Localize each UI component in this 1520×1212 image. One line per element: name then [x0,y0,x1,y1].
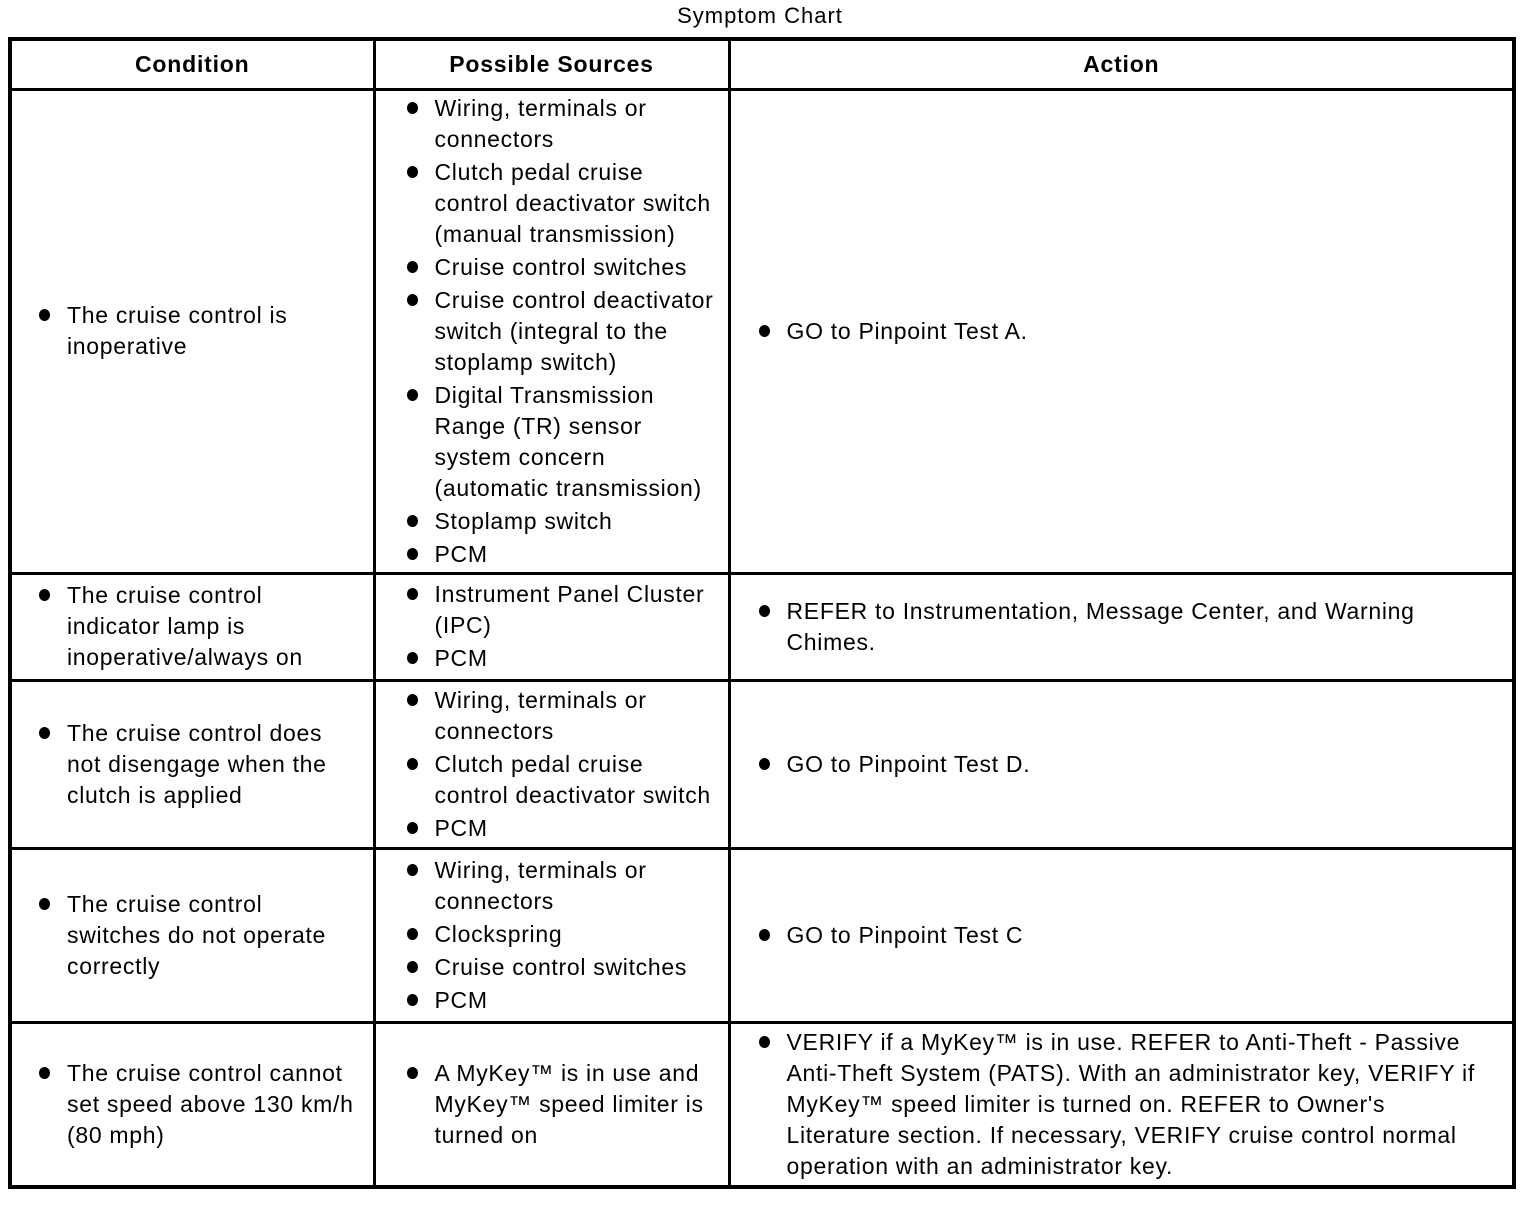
condition-cell [10,1022,374,1187]
list-item [759,596,1513,658]
bullet-icon [407,822,418,834]
bullet-icon [407,694,418,706]
list-item-text: PCM [434,540,488,567]
bullet-icon [759,929,770,941]
sources-cell [374,1022,729,1187]
bullet-icon [407,864,418,876]
list-item-text: Cruise control deactivator switch (integral to the stoplamp switch) [434,286,714,375]
table-row [10,573,1514,680]
list-item [407,93,728,155]
table-row [10,1022,1514,1187]
bullet-icon [39,1067,50,1079]
action-list [759,920,1513,951]
list-item-text: Digital Transmission Range (TR) sensor system concern (automatic transmission) [434,381,702,501]
bullet-icon [407,548,418,560]
list-item-text: PCM [434,645,488,671]
condition-list [39,889,373,982]
bullet-icon [407,994,418,1006]
list-item [759,920,1513,951]
list-item [407,749,728,811]
list-item [759,749,1513,780]
header-cell-possible-sources: Possible Sources [374,39,729,89]
table-row [10,680,1514,848]
condition-cell [10,848,374,1022]
list-item-text: The cruise control is inoperative [67,302,288,359]
condition-cell [10,573,374,680]
list-item-text: GO to Pinpoint Test C [786,921,1024,948]
list-item-text: Clockspring [434,920,563,947]
bullet-icon [407,588,418,600]
header-cell-condition: Condition [10,39,374,89]
list-item-text: Instrument Panel Cluster (IPC) [434,581,705,638]
list-item [39,580,373,673]
list-item [407,855,728,917]
bullet-icon [39,898,50,910]
list-item [759,1027,1513,1182]
header-cell-action: Action [729,39,1514,89]
list-item [407,1058,728,1151]
action-list [759,749,1513,780]
list-item-text: Wiring, terminals or connectors [434,686,647,744]
bullet-icon [39,727,50,739]
page-title: Symptom Chart [677,3,843,28]
list-item-text: Clutch pedal cruise control deactivator switch [434,750,711,808]
action-cell [729,573,1514,680]
sources-cell [374,680,729,848]
condition-list [39,1058,373,1151]
list-item [39,889,373,982]
list-item-text: The cruise control indicator lamp is inoperative/always on [67,582,303,670]
bullet-icon [407,652,418,664]
bullet-icon [407,294,418,306]
list-item-text: PCM [434,814,488,841]
action-list [759,596,1513,658]
bullet-icon [759,325,770,337]
list-item-text: Clutch pedal cruise control deactivator switch (manual transmission) [434,158,711,247]
list-item-text: Wiring, terminals or connectors [434,856,647,914]
list-item-text: The cruise control switches do not operate correctly [67,890,327,979]
condition-list [39,718,373,811]
list-item-text: The cruise control cannot set speed above 130 km/h (80 mph) [67,1059,354,1148]
sources-list [407,579,728,674]
list-item [407,157,728,250]
list-item [407,380,728,504]
list-item-text: Cruise control switches [434,253,688,280]
list-item-text: Wiring, terminals or connectors [434,94,647,152]
list-item [407,285,728,378]
table-header-row [10,39,1514,89]
bullet-icon [759,605,770,617]
bullet-icon [407,261,418,273]
list-item [407,919,728,950]
action-cell [729,848,1514,1022]
list-item-text: VERIFY if a MyKey™ is in use. REFER to Anti-Theft - Passive Anti-Theft System (PATS). With an administrator key, VERIFY if MyKey™ speed limiter is turned on. REFER to Owner's Literature section. If necessary, VERIFY cruise control normal operation with an administrator key. [786,1028,1475,1179]
list-item [407,985,728,1016]
action-cell [729,89,1514,573]
list-item [39,300,373,362]
table-row [10,848,1514,1022]
list-item-text: The cruise control does not disengage when the clutch is applied [67,719,327,808]
list-item [39,1058,373,1151]
bullet-icon [39,309,50,321]
list-item-text: Stoplamp switch [434,507,613,534]
bullet-icon [759,758,770,770]
action-cell [729,680,1514,848]
bullet-icon [407,389,418,401]
list-item [407,252,728,283]
action-cell [729,1022,1514,1187]
bullet-icon [407,102,418,114]
sources-list [407,855,728,1016]
list-item [407,506,728,537]
list-item-text: GO to Pinpoint Test A. [786,317,1028,344]
symptom-chart-table [8,37,1516,1189]
list-item [407,579,728,641]
condition-cell [10,680,374,848]
list-item [407,952,728,983]
bullet-icon [759,1036,770,1048]
sources-cell [374,848,729,1022]
bullet-icon [407,515,418,527]
list-item [407,643,728,674]
bullet-icon [39,589,50,601]
condition-list [39,580,373,673]
bullet-icon [407,1067,418,1079]
sources-list [407,93,728,570]
list-item [407,685,728,747]
list-item [39,718,373,811]
action-list [759,1027,1513,1182]
list-item [407,539,728,570]
list-item-text: REFER to Instrumentation, Message Center, and Warning Chimes. [786,597,1415,655]
sources-cell [374,89,729,573]
list-item-text: A MyKey™ is in use and MyKey™ speed limiter is turned on [434,1059,704,1148]
sources-list [407,1058,728,1151]
table-row [10,89,1514,573]
bullet-icon [407,758,418,770]
sources-cell [374,573,729,680]
list-item-text: PCM [434,986,488,1013]
condition-cell [10,89,374,573]
condition-list [39,300,373,362]
bullet-icon [407,166,418,178]
bullet-icon [407,961,418,973]
list-item-text: GO to Pinpoint Test D. [786,750,1031,777]
list-item-text: Cruise control switches [434,953,688,980]
list-item [759,316,1513,347]
bullet-icon [407,928,418,940]
list-item [407,813,728,844]
action-list [759,316,1513,347]
sources-list [407,685,728,844]
